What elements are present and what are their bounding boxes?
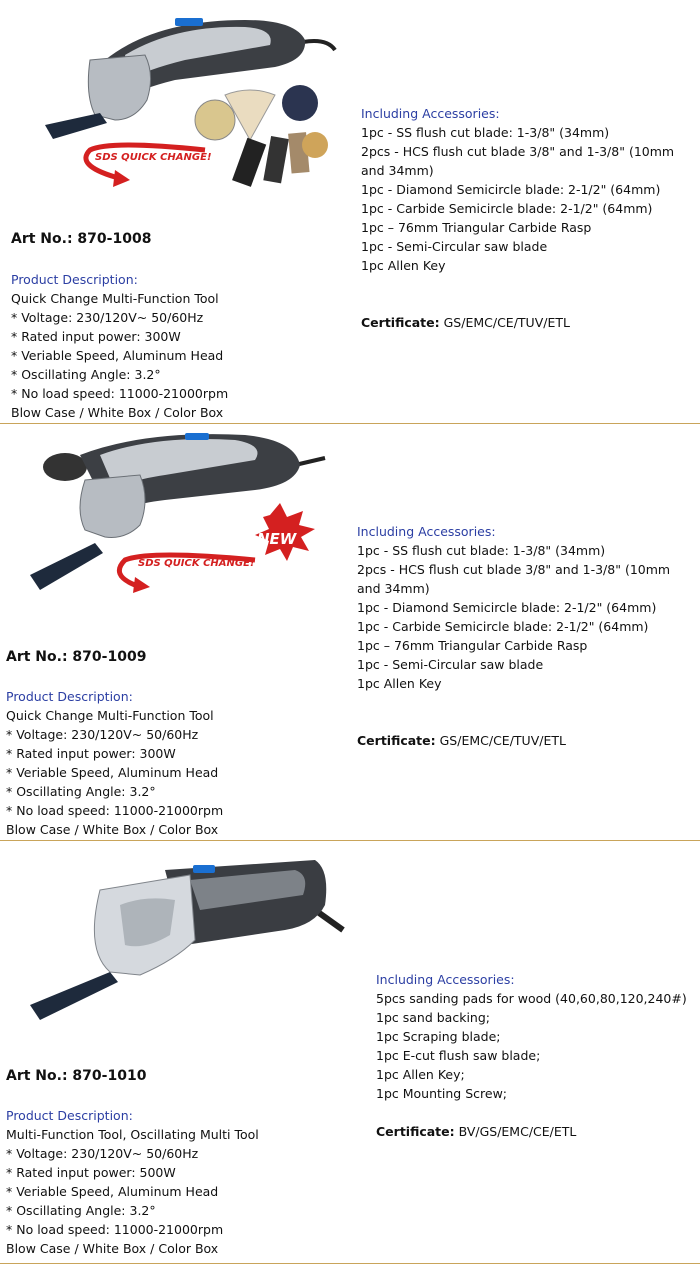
accessories-list — [361, 104, 696, 275]
sds-quick-change-badge: SDS QUICK CHANGE! — [95, 152, 212, 163]
accessory-item: 1pc - Semi-Circular saw blade — [357, 657, 544, 672]
product-block-3 — [0, 842, 700, 1262]
section-divider — [0, 840, 700, 841]
accessory-item: 1pc Scraping blade; — [376, 1029, 501, 1044]
product-description — [11, 270, 228, 422]
description-heading: Product Description: — [6, 689, 133, 704]
description-line: * No load speed: 11000-21000rpm — [6, 1222, 224, 1237]
certificate — [361, 313, 570, 332]
description-line: * Voltage: 230/120V~ 50/60Hz — [6, 727, 199, 742]
accessories-heading: Including Accessories: — [357, 524, 496, 539]
product-description — [6, 687, 223, 839]
accessories-list — [376, 970, 696, 1103]
section-divider — [0, 1263, 700, 1264]
description-line: Blow Case / White Box / Color Box — [6, 1241, 219, 1256]
description-line: * Oscillating Angle: 3.2° — [6, 784, 156, 799]
certificate — [376, 1122, 576, 1141]
description-line: * Oscillating Angle: 3.2° — [6, 1203, 156, 1218]
accessory-item: 1pc Allen Key — [361, 258, 446, 273]
certificate-value: GS/EMC/CE/TUV/ETL — [443, 315, 570, 330]
accessory-item: 5pcs sanding pads for wood (40,60,80,120,240#) — [376, 991, 687, 1006]
accessory-item: 1pc sand backing; — [376, 1010, 490, 1025]
product-block-1 — [0, 0, 700, 425]
tool-image-870-1009 — [25, 425, 330, 595]
accessory-item: 1pc - SS flush cut blade: 1-3/8" (34mm) — [361, 125, 610, 140]
accessories-heading: Including Accessories: — [361, 106, 500, 121]
description-line: * Rated input power: 300W — [11, 329, 181, 344]
description-line: Blow Case / White Box / Color Box — [6, 822, 219, 837]
accessories-list — [357, 522, 695, 693]
sds-quick-change-badge: SDS QUICK CHANGE! — [138, 558, 255, 569]
description-heading: Product Description: — [11, 272, 138, 287]
description-line: * Veriable Speed, Aluminum Head — [6, 765, 219, 780]
description-line: * No load speed: 11000-21000rpm — [6, 803, 224, 818]
description-line: * Oscillating Angle: 3.2° — [11, 367, 161, 382]
description-heading: Product Description: — [6, 1108, 133, 1123]
accessory-item: 1pc Allen Key — [357, 676, 442, 691]
accessory-item: 2pcs - HCS flush cut blade 3/8" and 1-3/8" (10mm and 34mm) — [357, 562, 671, 596]
accessory-item: 1pc - Semi-Circular saw blade — [361, 239, 548, 254]
certificate-value: BV/GS/EMC/CE/ETL — [458, 1124, 577, 1139]
art-number: Art No.: 870-1008 — [11, 231, 152, 247]
art-number: Art No.: 870-1009 — [6, 649, 147, 665]
art-number: Art No.: 870-1010 — [6, 1068, 147, 1084]
accessory-item: 1pc - Carbide Semicircle blade: 2-1/2" (64mm) — [357, 619, 649, 634]
description-line: * No load speed: 11000-21000rpm — [11, 386, 229, 401]
section-divider — [0, 423, 700, 424]
accessory-item: 1pc E-cut flush saw blade; — [376, 1048, 541, 1063]
accessories-heading: Including Accessories: — [376, 972, 515, 987]
accessory-item: 2pcs - HCS flush cut blade 3/8" and 1-3/8" (10mm and 34mm) — [361, 144, 675, 178]
new-badge: NEW — [257, 530, 297, 548]
tool-image-870-1010 — [25, 850, 355, 1030]
description-line: * Rated input power: 500W — [6, 1165, 176, 1180]
accessory-item: 1pc – 76mm Triangular Carbide Rasp — [361, 220, 592, 235]
description-line: Blow Case / White Box / Color Box — [11, 405, 224, 420]
description-line: Quick Change Multi-Function Tool — [11, 291, 219, 306]
description-line: Quick Change Multi-Function Tool — [6, 708, 214, 723]
accessory-item: 1pc Allen Key; — [376, 1067, 465, 1082]
description-line: * Voltage: 230/120V~ 50/60Hz — [6, 1146, 199, 1161]
description-line: Multi-Function Tool, Oscillating Multi Tool — [6, 1127, 259, 1142]
certificate-label: Certificate: — [361, 315, 440, 330]
certificate — [357, 731, 566, 750]
product-description — [6, 1106, 259, 1258]
certificate-value: GS/EMC/CE/TUV/ETL — [439, 733, 566, 748]
tool-image-870-1008 — [35, 5, 340, 195]
accessory-item: 1pc - Diamond Semicircle blade: 2-1/2" (64mm) — [361, 182, 661, 197]
product-block-2 — [0, 425, 700, 841]
description-line: * Veriable Speed, Aluminum Head — [11, 348, 224, 363]
certificate-label: Certificate: — [357, 733, 436, 748]
accessory-item: 1pc Mounting Screw; — [376, 1086, 508, 1101]
accessory-item: 1pc – 76mm Triangular Carbide Rasp — [357, 638, 588, 653]
accessory-item: 1pc - Carbide Semicircle blade: 2-1/2" (64mm) — [361, 201, 653, 216]
accessory-item: 1pc - SS flush cut blade: 1-3/8" (34mm) — [357, 543, 606, 558]
description-line: * Veriable Speed, Aluminum Head — [6, 1184, 219, 1199]
accessory-item: 1pc - Diamond Semicircle blade: 2-1/2" (64mm) — [357, 600, 657, 615]
description-line: * Rated input power: 300W — [6, 746, 176, 761]
description-line: * Voltage: 230/120V~ 50/60Hz — [11, 310, 204, 325]
certificate-label: Certificate: — [376, 1124, 455, 1139]
